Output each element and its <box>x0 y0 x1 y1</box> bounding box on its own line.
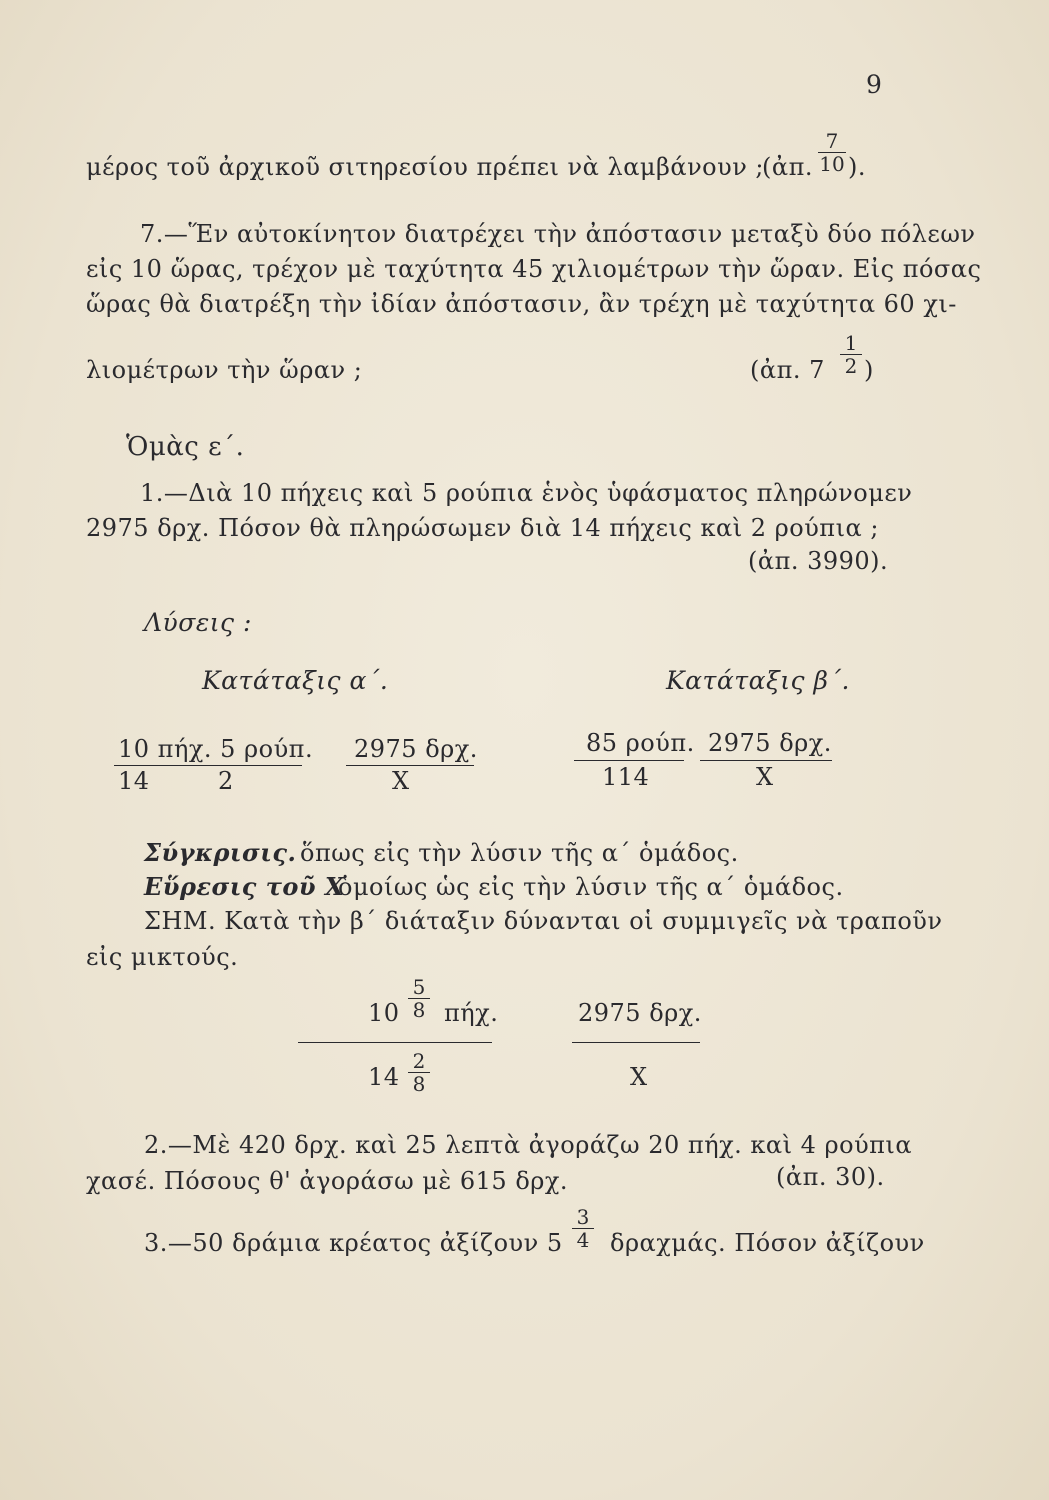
fraction-numerator: 3 <box>576 1205 590 1229</box>
mixed-divider-left <box>298 1042 492 1043</box>
arrangement-a-r2c1b: 2 <box>218 767 234 795</box>
header-line-text: μέρος τοῦ ἀρχικοῦ σιτηρεσίου πρέπει νὰ λαμβάνουν ; <box>86 153 765 181</box>
arrangement-a-title: Κατάταξις α΄. <box>202 666 389 695</box>
arrangement-b-title: Κατάταξις β΄. <box>666 666 850 695</box>
problem1-line1: 1.—Διὰ 10 πήχεις καὶ 5 ρούπια ἑνὸς ὑφάσματος πληρώνομεν <box>140 479 913 507</box>
finding-x-text: ὁμοίως ὡς εἰς τὴν λύσιν τῆς α΄ ὁμάδος. <box>338 873 844 901</box>
mixed-bottom-right: X <box>630 1063 648 1091</box>
arrangement-a-divider-right <box>346 765 474 766</box>
problem7-line4: λιομέτρων τὴν ὥραν ; <box>86 356 363 384</box>
fraction-numerator: 1 <box>844 331 858 355</box>
header-answer-fraction <box>818 130 846 175</box>
problem3-suffix: δραχμάς. Πόσον ἀξίζουν <box>610 1229 925 1257</box>
group-heading: Ὁμὰς ε΄. <box>126 432 245 462</box>
solutions-label: Λύσεις : <box>144 608 252 637</box>
arrangement-b-r1c1: 85 ρούπ. <box>586 729 695 757</box>
problem3-fraction <box>572 1206 594 1251</box>
problem2-line1: 2.—Μὲ 420 δρχ. καὶ 25 λεπτὰ ἀγοράζω 20 πήχ. καὶ 4 ρούπια <box>144 1131 913 1159</box>
comparison-label: Σύγκρισις. <box>144 838 297 867</box>
fraction-numerator: 2 <box>412 1049 426 1073</box>
mixed-top-right: 2975 δρχ. <box>578 999 702 1027</box>
fraction-numerator: 7 <box>825 129 839 153</box>
arrangement-b-r1c2: 2975 δρχ. <box>708 729 832 757</box>
mixed-divider-right <box>572 1042 700 1043</box>
arrangement-b-r2c2: X <box>756 763 774 791</box>
arrangement-a-r1c2: 2975 δρχ. <box>354 735 478 763</box>
problem7-line2: εἰς 10 ὥρας, τρέχον μὲ ταχύτητα 45 χιλιομέτρων τὴν ὥραν. Εἰς πόσας <box>86 255 982 283</box>
finding-x-label: Εὕρεσις τοῦ X <box>144 872 345 901</box>
arrangement-b-divider-right <box>700 760 832 761</box>
arrangement-a-r2c1a: 14 <box>118 767 150 795</box>
fraction-numerator: 5 <box>412 975 426 999</box>
mixed-bottom-fraction <box>408 1050 430 1095</box>
header-answer-suffix: ). <box>848 153 866 181</box>
page-number: 9 <box>866 70 883 99</box>
mixed-top-whole: 10 <box>368 999 400 1027</box>
problem7-answer-prefix: (ἀπ. 7 <box>750 356 825 384</box>
arrangement-b-r2c1: 114 <box>602 763 650 791</box>
fraction-denominator: 10 <box>819 152 845 176</box>
note-line2: εἰς μικτούς. <box>86 943 239 971</box>
problem2-answer: (ἀπ. 30). <box>776 1163 885 1191</box>
problem7-answer-fraction <box>840 332 862 377</box>
fraction-denominator: 4 <box>572 1228 594 1251</box>
mixed-top-unit: πήχ. <box>444 999 499 1027</box>
arrangement-b-divider-left <box>574 760 684 761</box>
arrangement-a-r1c1: 10 πήχ. 5 ρούπ. <box>118 735 314 763</box>
fraction-denominator: 8 <box>408 1072 430 1095</box>
problem2-line2: χασέ. Πόσους θ' ἀγοράσω μὲ 615 δρχ. <box>86 1167 569 1195</box>
fraction-denominator: 2 <box>840 354 862 377</box>
header-answer-prefix: (ἀπ. <box>762 153 813 181</box>
problem1-answer: (ἀπ. 3990). <box>748 547 889 575</box>
problem1-line2: 2975 δρχ. Πόσον θὰ πληρώσωμεν διὰ 14 πήχεις καὶ 2 ρούπια ; <box>86 514 879 542</box>
mixed-bottom-whole: 14 <box>368 1063 400 1091</box>
arrangement-a-r2c2: X <box>392 767 410 795</box>
problem3-prefix: 3.—50 δράμια κρέατος ἀξίζουν 5 <box>144 1229 563 1257</box>
note-line1: ΣΗΜ. Κατὰ τὴν β΄ διάταξιν δύνανται οἱ συμμιγεῖς νὰ τραποῦν <box>144 907 943 935</box>
problem7-line3: ὥρας θὰ διατρέξη τὴν ἰδίαν ἀπόστασιν, ἂν τρέχη μὲ ταχύτητα 60 χι- <box>86 290 957 318</box>
mixed-top-fraction <box>408 976 430 1021</box>
comparison-text: ὅπως εἰς τὴν λύσιν τῆς α΄ ὁμάδος. <box>300 839 739 867</box>
problem7-line1: 7.—Ἕν αὐτοκίνητον διατρέχει τὴν ἀπόστασιν μεταξὺ δύο πόλεων <box>140 220 976 248</box>
problem7-answer-suffix: ) <box>864 356 874 384</box>
fraction-denominator: 8 <box>408 998 430 1021</box>
